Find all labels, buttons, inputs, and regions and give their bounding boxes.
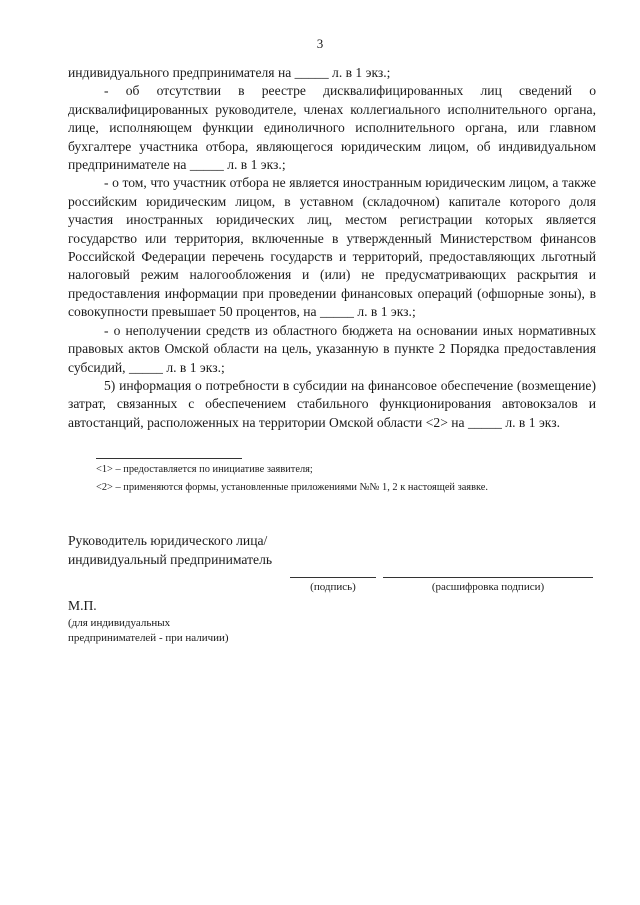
signature-caption: (подпись) (310, 581, 356, 593)
page-number: 3 (316, 36, 324, 51)
paragraph-subsidy-need: 5) информация о потребности в субсидии на финансовое обеспечение (возмещение) затрат, связанных с обеспечением стабильного функционирования автовокзалов и автостанций, расположенных на территории Омской области <2> на _____ л. в 1 экз. (68, 377, 596, 430)
stamp-note-line-1: (для индивидуальных (68, 617, 171, 629)
paragraph-no-regional-funds: - о неполучении средств из областного бюджета на основании иных нормативных правовых актов Омской области на цель, указанную в пункте 2 Порядка предоставления субсидий, _____ л. в 1 экз.; (68, 322, 596, 375)
decoding-caption: (расшифровка подписи) (431, 581, 545, 593)
signatory-title-line-2: индивидуальный предприниматель (68, 551, 273, 567)
paragraph-continuation: индивидуального предпринимателя на _____ л. в 1 экз.; (68, 65, 391, 80)
footnote-separator (96, 458, 242, 459)
decoding-line (383, 577, 593, 578)
stamp-label: М.П. (68, 598, 97, 613)
footnote-2: <2> – применяются формы, установленные приложениями №№ 1, 2 к настоящей заявке. (96, 482, 488, 493)
signatory-title-line-1: Руководитель юридического лица/ (68, 533, 268, 548)
paragraph-foreign-entity: - о том, что участник отбора не является иностранным юридическим лицом, а также российским юридическим лицом, в уставном (складочном) капитале которого доля участия иностранных юридических лиц, местом регистрации которых является государство или территория, включенные в утвержденный Министерством финансов Российской Федерации перечень государств и территорий, предоставляющих льготный налоговый режим налогообложения и (или) не предусматривающих раскрытия и предоставления информации при проведении финансовых операций (офшорные зоны), в совокупности превышает 50 процентов, на _____ л. в 1 экз.; (68, 175, 596, 320)
stamp-note-line-2: предпринимателей - при наличии) (68, 632, 229, 644)
signature-line (290, 577, 376, 578)
document-body (68, 64, 596, 432)
stamp-note (68, 616, 229, 646)
paragraph-disqualified-registry: - об отсутствии в реестре дисквалифицированных лиц сведений о дисквалифицированных руководителе, членах коллегиального исполнительного органа, лице, исполняющем функции единоличного исполнительного органа, или главном бухгалтере участника отбора, являющегося юридическим лицом, об индивидуальном предпринимателе на _____ л. в 1 экз.; (68, 83, 596, 173)
signatory-title (68, 532, 272, 569)
footnote-1: <1> – предоставляется по инициативе заявителя; (96, 464, 313, 475)
